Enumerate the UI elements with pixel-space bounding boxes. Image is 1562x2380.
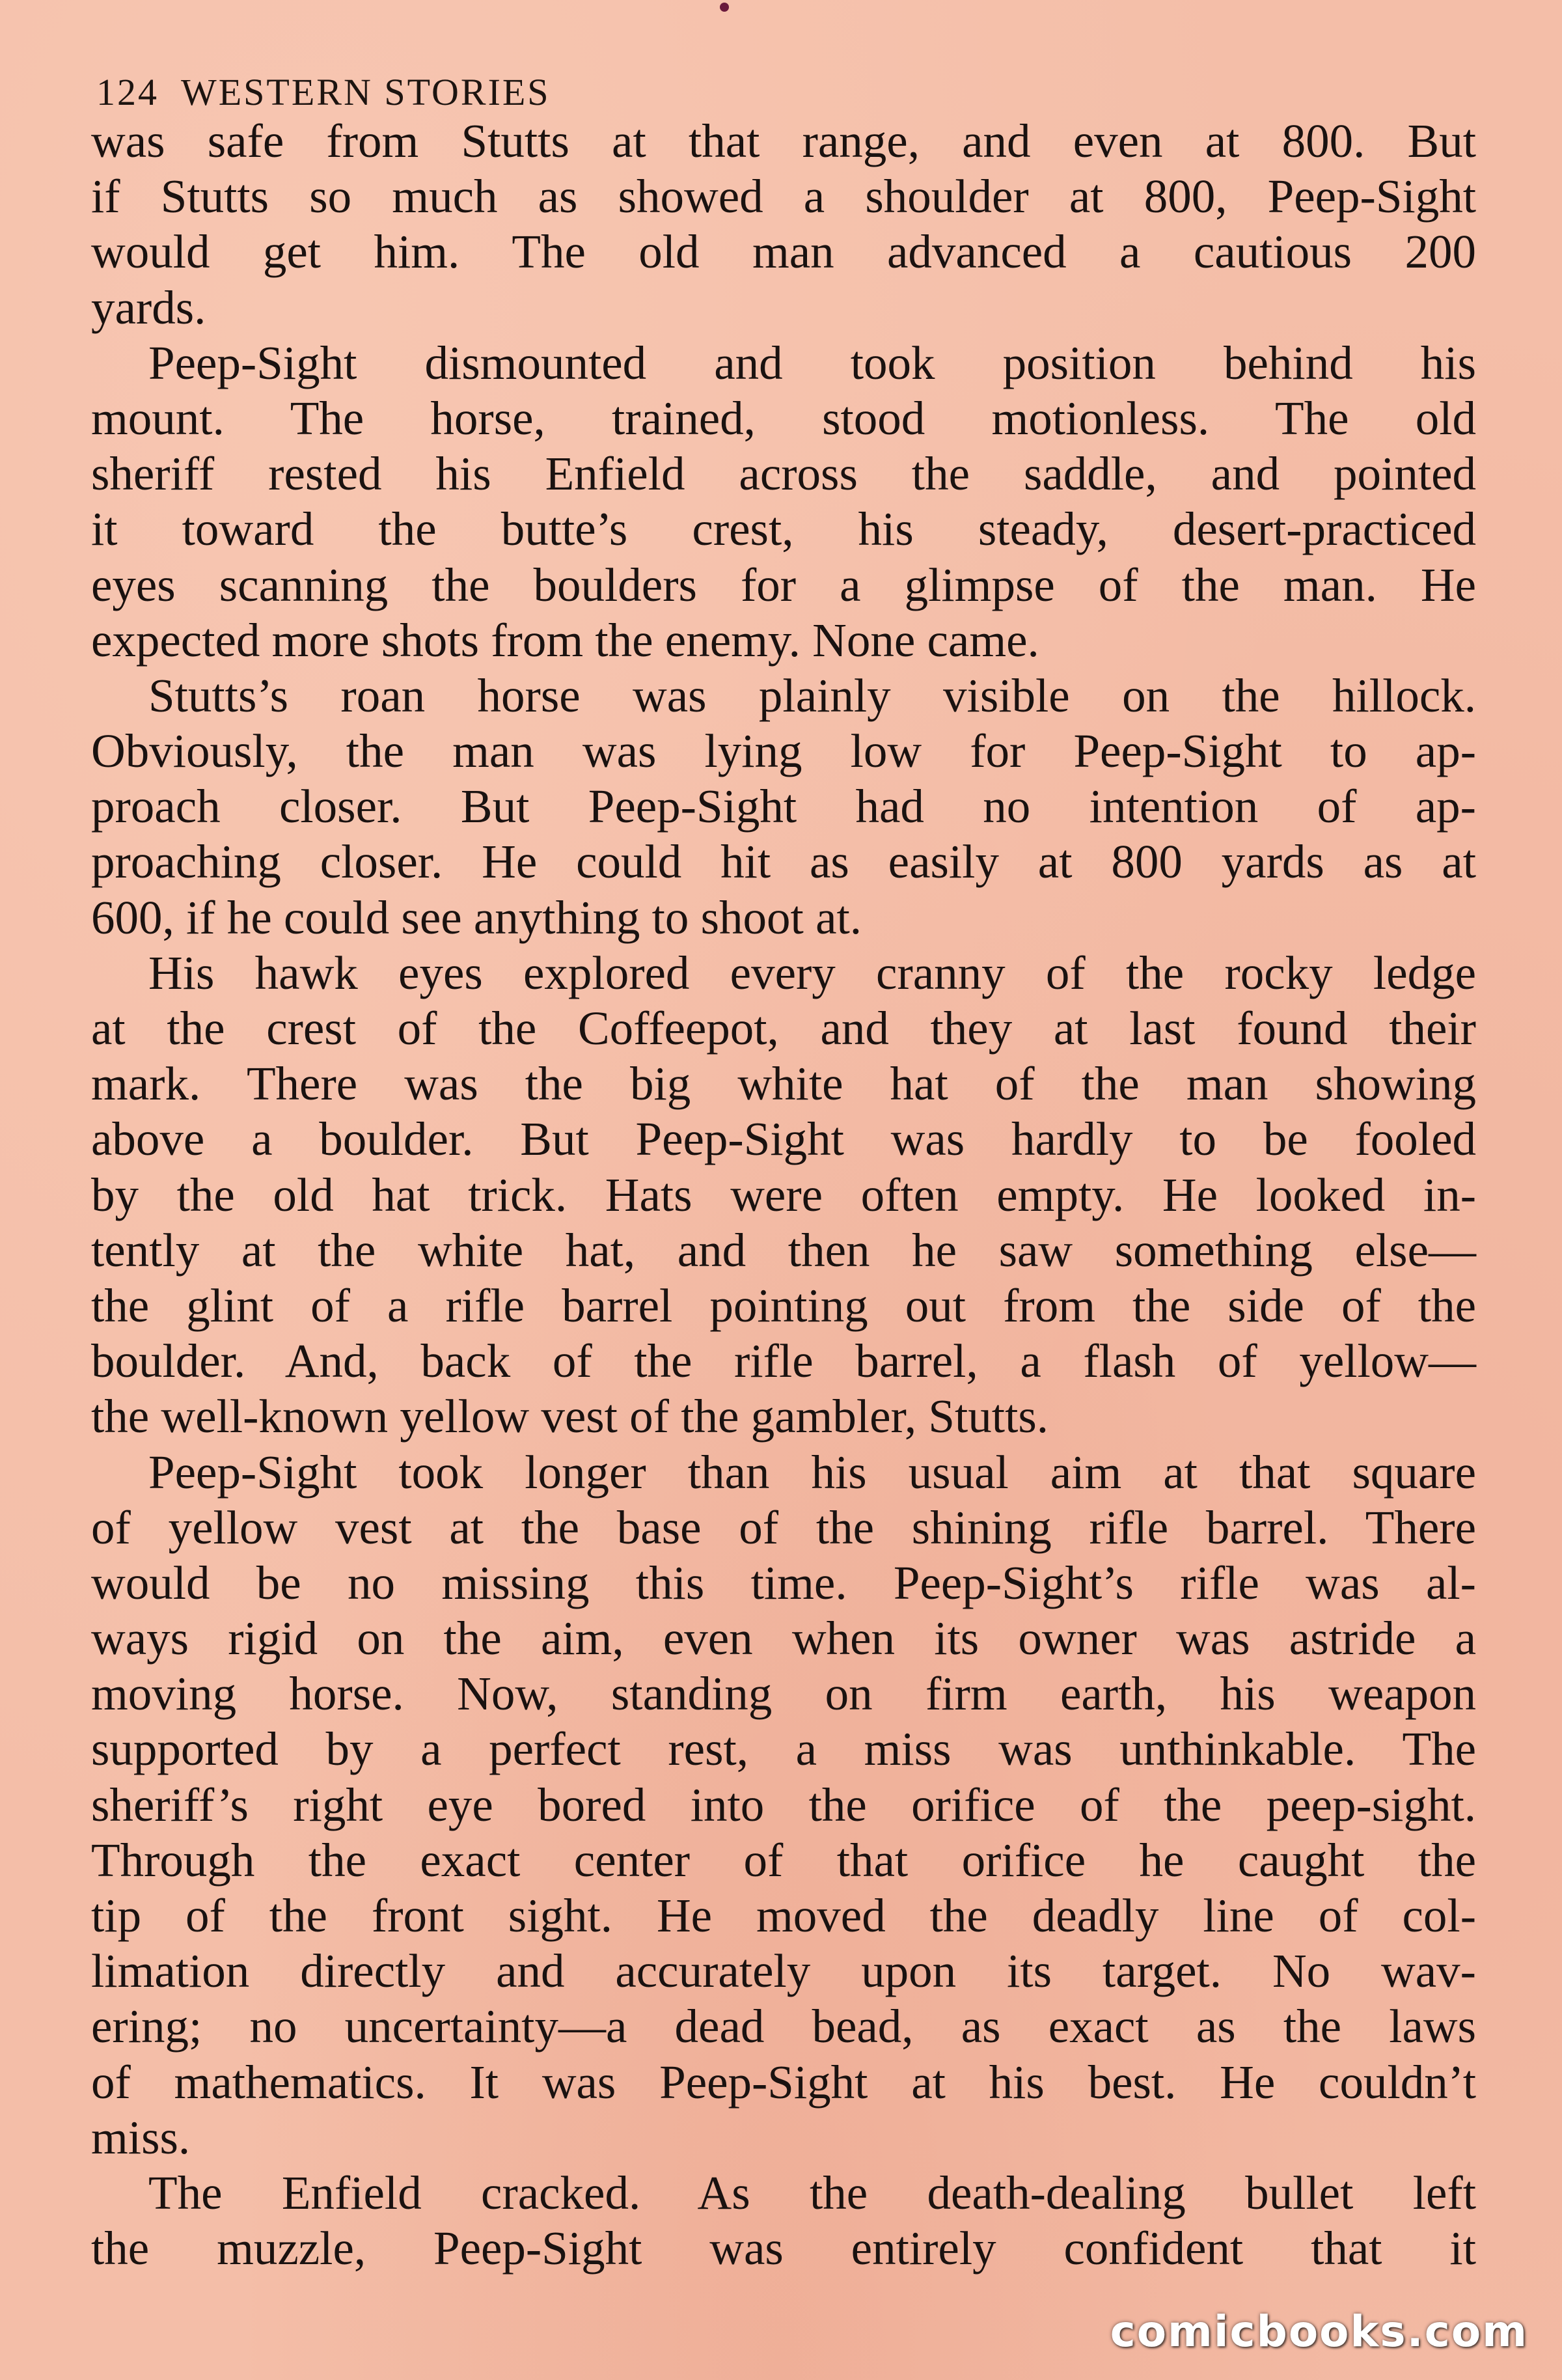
watermark: comicbooks.com bbox=[1110, 2306, 1528, 2357]
text-line: of yellow vest at the base of the shining rifle barrel. There bbox=[91, 1501, 1476, 1554]
body-text bbox=[91, 113, 1476, 2276]
text-line: proach closer. But Peep-Sight had no intention of ap- bbox=[91, 780, 1476, 833]
text-line: Stutts’s roan horse was plainly visible on the hillock. bbox=[148, 669, 1476, 722]
text-line: moving horse. Now, standing on firm earth, his weapon bbox=[91, 1667, 1476, 1721]
text-line: above a boulder. But Peep-Sight was hardly to be fooled bbox=[91, 1113, 1476, 1166]
text-line: His hawk eyes explored every cranny of the rocky ledge bbox=[148, 946, 1476, 999]
text-line: The Enfield cracked. As the death-dealing bullet left bbox=[148, 2166, 1476, 2219]
text-line: Through the exact center of that orifice he caught the bbox=[91, 1833, 1476, 1887]
page-number: 124 bbox=[96, 71, 159, 113]
text-line: sheriff’s right eye bored into the orifice of the peep-sight. bbox=[91, 1778, 1476, 1831]
text-line: the well-known yellow vest of the gambler, Stutts. bbox=[91, 1390, 1049, 1443]
text-line: at the crest of the Coffeepot, and they at last found their bbox=[91, 1002, 1476, 1055]
text-line: proaching closer. He could hit as easily at 800 yards as at bbox=[91, 835, 1476, 889]
text-line: tently at the white hat, and then he saw something else— bbox=[91, 1223, 1476, 1277]
text-line: Obviously, the man was lying low for Peep-Sight to ap- bbox=[91, 725, 1476, 778]
text-line: Peep-Sight took longer than his usual aim at that square bbox=[148, 1445, 1476, 1499]
running-title: WESTERN STORIES bbox=[181, 71, 551, 113]
text-line: the glint of a rifle barrel pointing out from the side of the bbox=[91, 1279, 1476, 1332]
text-line: 600, if he could see anything to shoot at. bbox=[91, 891, 862, 944]
text-line: supported by a perfect rest, a miss was unthinkable. The bbox=[91, 1723, 1476, 1776]
text-line: boulder. And, back of the rifle barrel, a flash of yellow— bbox=[91, 1335, 1476, 1388]
text-line: mark. There was the big white hat of the man showing bbox=[91, 1057, 1476, 1111]
text-line: ering; no uncertainty—a dead bead, as exact as the laws bbox=[91, 2000, 1476, 2053]
text-line: expected more shots from the enemy. None came. bbox=[91, 613, 1039, 667]
text-line: tip of the front sight. He moved the deadly line of col- bbox=[91, 1889, 1476, 1942]
text-line: it toward the butte’s crest, his steady, desert-practiced bbox=[91, 503, 1476, 556]
text-line: sheriff rested his Enfield across the saddle, and pointed bbox=[91, 447, 1476, 501]
text-line: if Stutts so much as showed a shoulder at 800, Peep-Sight bbox=[91, 170, 1476, 223]
text-line: yards. bbox=[91, 281, 206, 334]
text-line: mount. The horse, trained, stood motionless. The old bbox=[91, 391, 1476, 445]
text-line: by the old hat trick. Hats were often empty. He looked in- bbox=[91, 1168, 1476, 1221]
text-line: ways rigid on the aim, even when its owner was astride a bbox=[91, 1612, 1476, 1665]
text-line: of mathematics. It was Peep-Sight at his best. He couldn’t bbox=[91, 2055, 1476, 2109]
text-line: the muzzle, Peep-Sight was entirely confident that it bbox=[91, 2222, 1476, 2275]
text-line: Peep-Sight dismounted and took position behind his bbox=[148, 336, 1476, 389]
text-line: would be no missing this time. Peep-Sight’s rifle was al- bbox=[91, 1556, 1476, 1609]
text-line: limation directly and accurately upon its target. No wav- bbox=[91, 1944, 1476, 1998]
text-line: eyes scanning the boulders for a glimpse of the man. He bbox=[91, 558, 1476, 611]
text-line: was safe from Stutts at that range, and even at 800. But bbox=[91, 115, 1476, 167]
text-line: miss. bbox=[91, 2110, 191, 2164]
ink-speck bbox=[720, 3, 729, 12]
text-line: would get him. The old man advanced a cautious 200 bbox=[91, 225, 1476, 279]
running-head bbox=[96, 70, 551, 114]
